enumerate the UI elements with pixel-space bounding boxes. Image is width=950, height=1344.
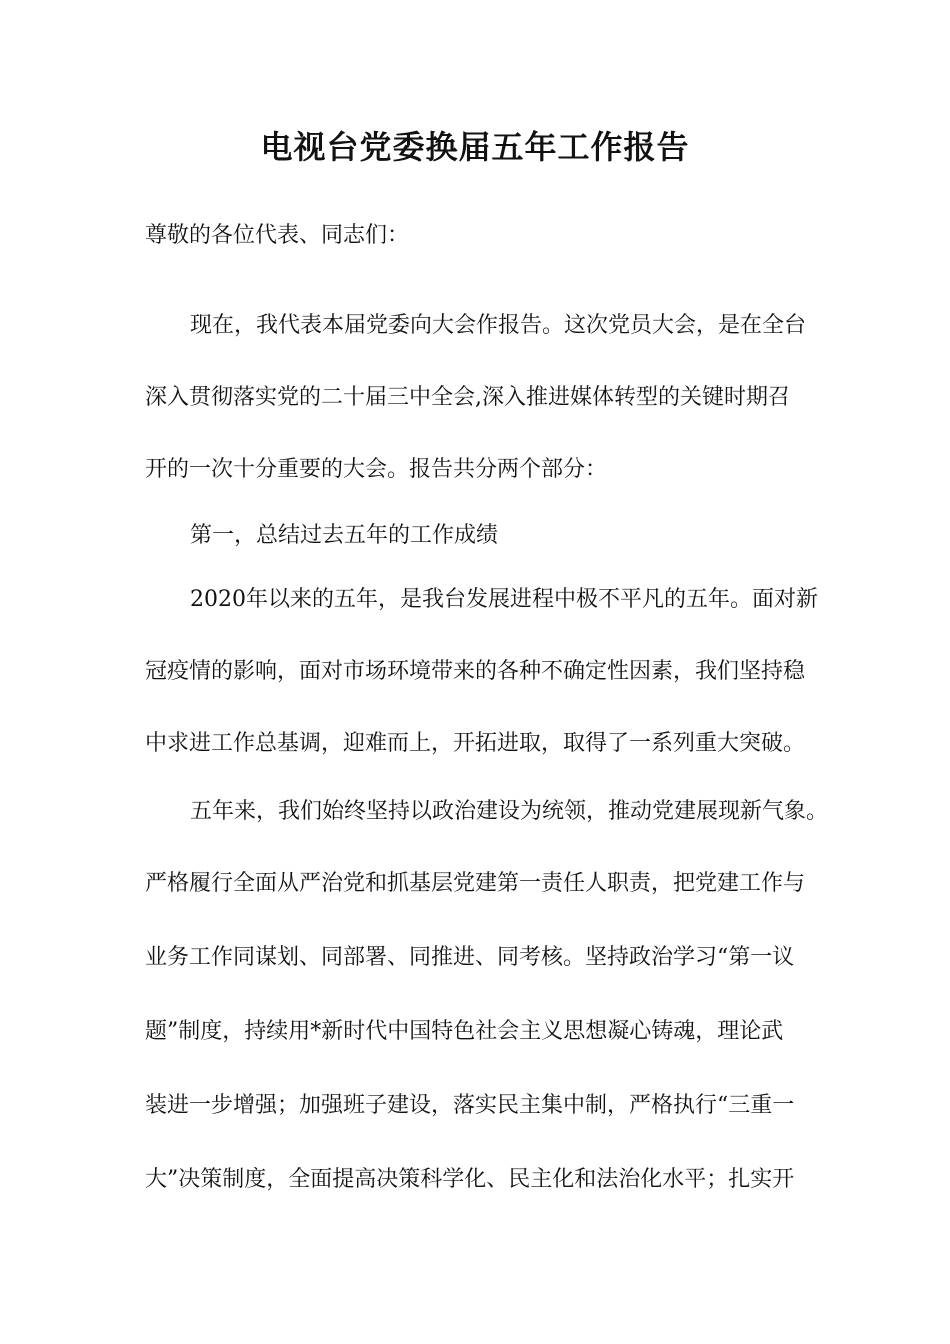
paragraph-line: 装进一步增强；加强班子建设，落实民主集中制，严格执行“三重一 (145, 1093, 795, 1118)
paragraph-line: 严格履行全面从严治党和抓基层党建第一责任人职责，把党建工作与 (145, 871, 806, 896)
paragraph-line: 大”决策制度，全面提高决策科学化、民主化和法治化水平；扎实开 (145, 1167, 795, 1192)
paragraph-line: 2020年以来的五年，是我台发展进程中极不平凡的五年。面对新 (190, 587, 818, 612)
document-title: 电视台党委换届五年工作报告 (260, 128, 690, 166)
paragraph-line: 现在，我代表本届党委向大会作报告。这次党员大会，是在全台 (190, 313, 807, 338)
salutation: 尊敬的各位代表、同志们： (145, 223, 410, 248)
paragraph-line: 五年来，我们始终坚持以政治建设为统领，推动党建展现新气象。 (190, 799, 829, 824)
paragraph-line: 深入贯彻落实党的二十届三中全会,深入推进媒体转型的关键时期召 (145, 385, 790, 410)
section-heading: 第一，总结过去五年的工作成绩 (190, 523, 499, 548)
paragraph-line: 业务工作同谋划、同部署、同推进、同考核。坚持政治学习“第一议 (145, 945, 795, 970)
paragraph-line: 冠疫情的影响，面对市场环境带来的各种不确定性因素，我们坚持稳 (145, 659, 806, 684)
paragraph-line: 题”制度，持续用*新时代中国特色社会主义思想凝心铸魂，理论武 (145, 1019, 784, 1044)
paragraph-line: 中求进工作总基调，迎难而上，开拓进取，取得了一系列重大突破。 (145, 731, 806, 756)
paragraph-line: 开的一次十分重要的大会。报告共分两个部分： (145, 457, 608, 482)
